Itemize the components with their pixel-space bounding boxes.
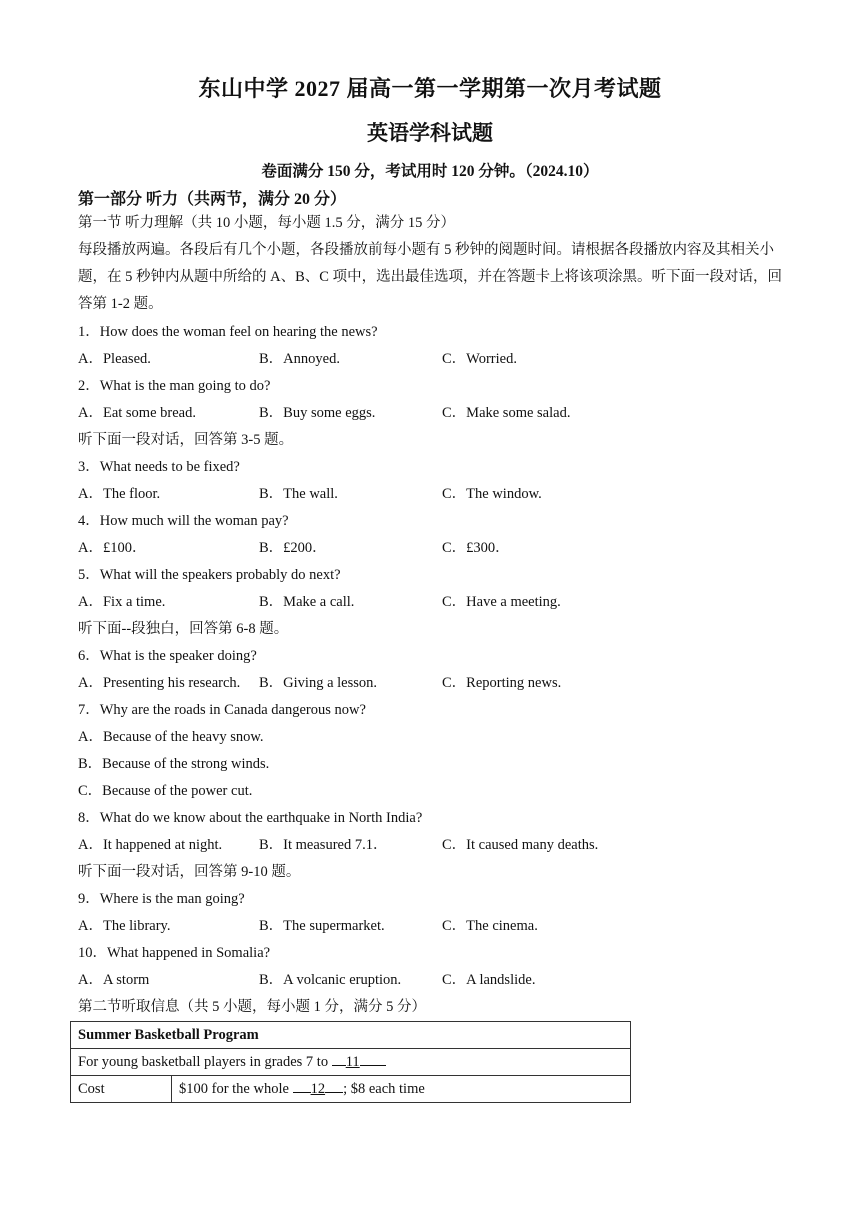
question-2-option-a: A．Eat some bread. <box>78 405 196 421</box>
question-5-option-a: A．Fix a time. <box>78 594 166 610</box>
listening-note-6-8: 听下面--段独白，回答第 6-8 题。 <box>78 621 289 637</box>
question-9-option-c: C．The cinema. <box>442 918 538 934</box>
question-9-option-b: B．The supermarket. <box>259 918 385 934</box>
table-row <box>71 1076 631 1103</box>
cost-each-text: ; $8 each time <box>343 1080 425 1097</box>
question-4-option-b: B．£200． <box>259 540 327 556</box>
question-10-stem: 10．What happened in Somalia? <box>78 945 271 961</box>
question-9-option-a: A．The library. <box>78 918 171 934</box>
listening-instructions: 每段播放两遍。各段后有几个小题，各段播放前每小题有 5 秒钟的阅题时间。请根据各段播放内容及其相关小题，在 5 秒钟内从题中所给的 A、B、C 项中，选出最佳选项，并在答题卡上将该项涂黑。听下面一段对话，回答第 1-2 题。 <box>78 242 783 312</box>
question-8-option-c: C．It caused many deaths. <box>442 837 599 853</box>
answer-blank-12[interactable]: 12 <box>310 1080 326 1097</box>
question-9-stem: 9．Where is the man going? <box>78 891 245 907</box>
part1-heading: 第一部分 听力（共两节，满分 20 分） <box>78 191 347 208</box>
question-1-option-b: B．Annoyed. <box>259 351 340 367</box>
question-1-option-a: A．Pleased. <box>78 351 151 367</box>
question-1-stem: 1．How does the woman feel on hearing the news? <box>78 324 378 340</box>
exam-subject: 英语学科试题 <box>367 121 493 145</box>
question-3-option-a: A．The floor. <box>78 486 161 502</box>
question-10-option-b: B．A volcanic eruption. <box>259 972 402 988</box>
question-4-option-c: C．£300． <box>442 540 510 556</box>
question-7-option-c: C．Because of the power cut. <box>78 783 253 799</box>
question-5-stem: 5．What will the speakers probably do next? <box>78 567 341 583</box>
question-8-stem: 8．What do we know about the earthquake in North India? <box>78 810 423 826</box>
question-3-option-c: C．The window. <box>442 486 542 502</box>
question-7-option-a: A．Because of the heavy snow. <box>78 729 264 745</box>
question-3-option-b: B．The wall. <box>259 486 338 502</box>
table-title: Summer Basketball Program <box>71 1022 631 1049</box>
question-10-option-c: C．A landslide. <box>442 972 536 988</box>
question-4-option-a: A．£100． <box>78 540 147 556</box>
question-8-option-a: A．It happened at night. <box>78 837 223 853</box>
table-row <box>71 1049 631 1076</box>
question-2-stem: 2．What is the man going to do? <box>78 378 271 394</box>
section1-heading: 第一节 听力理解（共 10 小题，每小题 1.5 分，满分 15 分） <box>78 215 455 231</box>
question-6-stem: 6．What is the speaker doing? <box>78 648 257 664</box>
question-5-option-c: C．Have a meeting. <box>442 594 561 610</box>
table-cell-cost <box>172 1076 631 1103</box>
info-table <box>70 1021 631 1103</box>
question-4-stem: 4．How much will the woman pay? <box>78 513 289 529</box>
cost-label: Cost <box>71 1076 172 1103</box>
listening-note-9-10: 听下面一段对话，回答第 9-10 题。 <box>78 864 301 880</box>
section2-heading: 第二节听取信息（共 5 小题，每小题 1 分，满分 5 分） <box>78 999 426 1015</box>
table-row <box>71 1022 631 1049</box>
question-5-option-b: B．Make a call. <box>259 594 355 610</box>
question-8-option-b: B．It measured 7.1． <box>259 837 388 853</box>
question-6-option-a: A．Presenting his research. <box>78 675 241 691</box>
question-3-stem: 3．What needs to be fixed? <box>78 459 240 475</box>
question-6-option-b: B．Giving a lesson. <box>259 675 378 691</box>
exam-title: 东山中学 2027 届高一第一学期第一次月考试题 <box>198 76 662 101</box>
exam-info: 卷面满分 150 分，考试用时 120 分钟。（2024.10） <box>261 163 599 180</box>
grades-text: For young basketball players in grades 7 to <box>78 1053 329 1070</box>
question-7-option-b: B．Because of the strong winds. <box>78 756 270 772</box>
answer-blank-11[interactable]: 11 <box>345 1053 360 1070</box>
table-cell-grades <box>71 1049 631 1076</box>
question-1-option-c: C．Worried. <box>442 351 517 367</box>
question-2-option-c: C．Make some salad. <box>442 405 571 421</box>
question-7-stem: 7．Why are the roads in Canada dangerous now? <box>78 702 366 718</box>
question-6-option-c: C．Reporting news. <box>442 675 562 691</box>
cost-text: $100 for the whole <box>179 1080 289 1097</box>
listening-note-3-5: 听下面一段对话，回答第 3-5 题。 <box>78 432 294 448</box>
question-10-option-a: A．A storm <box>78 972 150 988</box>
question-2-option-b: B．Buy some eggs. <box>259 405 376 421</box>
